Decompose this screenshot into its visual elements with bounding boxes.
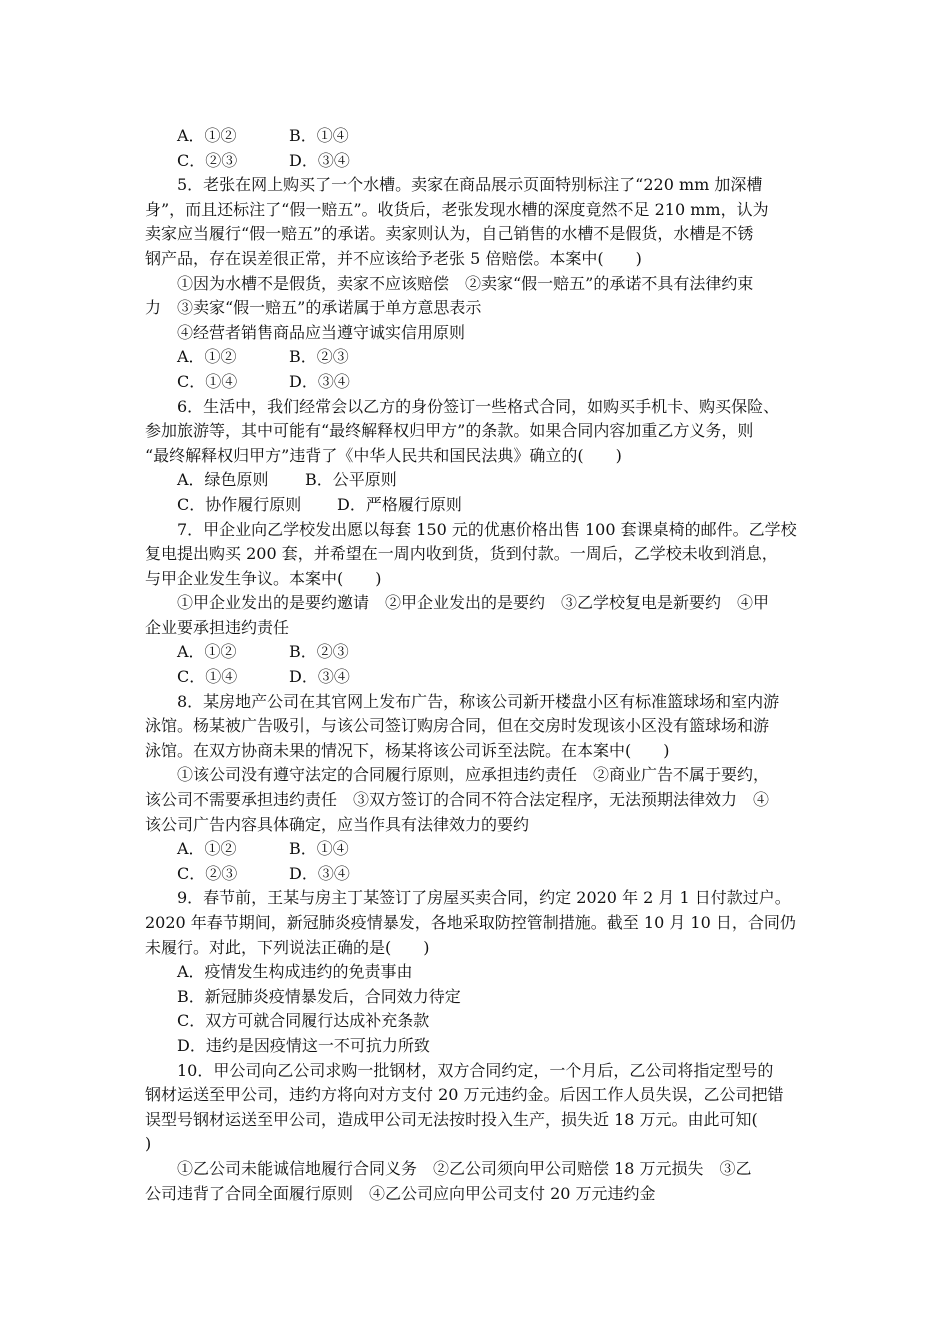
question-9	[145, 886, 807, 1058]
q7-statement-line: ①甲企业发出的是要约邀请 ②甲企业发出的是要约 ③乙学校复电是新要约 ④甲	[177, 593, 770, 613]
q4-options-row-2	[145, 149, 807, 174]
q9-stem-line: 9．春节前，王某与房主丁某签订了房屋买卖合同，约定 2020 年 2 月 1 日付款过户。	[177, 888, 791, 908]
q8-options-row-2	[145, 862, 807, 887]
q10-stem-line: 10．甲公司向乙公司求购一批钢材，双方合同约定，一个月后，乙公司将指定型号的	[177, 1060, 774, 1080]
q9-stem-line: 未履行。对此，下列说法正确的是( )	[145, 937, 430, 957]
question-5	[145, 173, 807, 394]
q8-stem-line: 8．某房地产公司在其官网上发布广告，称该公司新开楼盘小区有标准篮球场和室内游	[177, 691, 780, 711]
q5-stem-line: 身”，而且还标注了“假一赔五”。收货后，老张发现水槽的深度竟然不足 210 mm，认为	[145, 199, 769, 219]
q8-stem-line: 泳馆。杨某被广告吸引，与该公司签订购房合同，但在交房时发现该小区没有篮球场和游	[145, 716, 770, 736]
q6-stem-line: “最终解释权归甲方”违背了《中华人民共和国民法典》确立的( )	[145, 445, 622, 465]
q8-option-b: B．①④	[289, 839, 349, 859]
q6-stem-line: 6．生活中，我们经常会以乙方的身份签订一些格式合同，如购买手机卡、购买保险、	[177, 396, 780, 416]
q7-options-row-1	[145, 640, 807, 665]
q8-option-a: A．①②	[177, 839, 237, 859]
q4-option-a: A．①②	[177, 126, 237, 145]
q5-option-a: A．①②	[177, 347, 237, 367]
question-6	[145, 395, 807, 518]
q8-option-c: C．②③	[177, 863, 238, 883]
q7-options-row-2	[145, 665, 807, 690]
q6-option-d: D．严格履行原则	[337, 494, 462, 514]
q7-stem-line: 与甲企业发生争议。本案中( )	[145, 568, 382, 588]
question-7	[145, 518, 807, 690]
q8-options-row-1	[145, 837, 807, 862]
q5-options-row-1	[145, 345, 807, 370]
q10-stem-line: 误型号钢材运送至甲公司，造成甲公司无法按时投入生产，损失近 18 万元。由此可知(	[145, 1109, 758, 1129]
q5-option-b: B．②③	[289, 347, 349, 367]
q5-options-row-2	[145, 370, 807, 395]
q5-stem-line: 钢产品，存在误差很正常，并不应该给予老张 5 倍赔偿。本案中( )	[145, 248, 642, 268]
q8-stem-line: 泳馆。在双方协商未果的情况下，杨某将该公司诉至法院。在本案中( )	[145, 740, 670, 760]
q5-statement-line: 力 ③卖家“假一赔五”的承诺属于单方意思表示	[145, 298, 482, 318]
q5-option-d: D．③④	[289, 371, 350, 391]
q7-option-b: B．②③	[289, 642, 349, 662]
q6-options-row-2	[145, 493, 807, 518]
q6-option-b: B．公平原则	[305, 470, 397, 490]
q6-options-row-1	[145, 468, 807, 493]
q10-statement-line: ①乙公司未能诚信地履行合同义务 ②乙公司须向甲公司赔偿 18 万元损失 ③乙	[177, 1158, 752, 1178]
q5-stem-line: 5．老张在网上购买了一个水槽。卖家在商品展示页面特别标注了“220 mm 加深槽	[177, 175, 763, 195]
q6-option-c: C．协作履行原则	[177, 494, 302, 514]
q10-statement-line: 公司违背了合同全面履行原则 ④乙公司应向甲公司支付 20 万元违约金	[145, 1183, 656, 1203]
q8-option-d: D．③④	[289, 863, 350, 883]
q9-option-c: C．双方可就合同履行达成补充条款	[177, 1011, 430, 1031]
q8-statement-line: ①该公司没有遵守法定的合同履行原则，应承担违约责任 ②商业广告不属于要约，	[177, 765, 770, 785]
q8-statement-line: 该公司不需要承担违约责任 ③双方签订的合同不符合法定程序，无法预期法律效力 ④	[145, 790, 770, 810]
q5-statement-line: ①因为水槽不是假货，卖家不应该赔偿 ②卖家“假一赔五”的承诺不具有法律约束	[177, 273, 754, 293]
document-page	[145, 124, 807, 1206]
question-8	[145, 690, 807, 887]
q4-option-c: C．②③	[177, 150, 238, 170]
q7-option-a: A．①②	[177, 642, 237, 662]
q5-stem-line: 卖家应当履行“假一赔五”的承诺。卖家则认为，自己销售的水槽不是假货，水槽是不锈	[145, 224, 754, 244]
q8-statement-line: 该公司广告内容具体确定，应当作具有法律效力的要约	[145, 814, 530, 834]
q7-option-c: C．①④	[177, 667, 238, 687]
q7-option-d: D．③④	[289, 667, 350, 687]
q10-stem-line: )	[145, 1134, 152, 1154]
q5-option-c: C．①④	[177, 371, 238, 391]
q9-option-b: B．新冠肺炎疫情暴发后，合同效力待定	[177, 986, 461, 1006]
q10-stem-line: 钢材运送至甲公司，违约方将向对方支付 20 万元违约金。后因工作人员失误，乙公司把错	[145, 1085, 784, 1105]
q7-stem-line: 复电提出购买 200 套，并希望在一周内收到货，货到付款。一周后，乙学校未收到消息，	[145, 544, 778, 564]
q9-option-a: A．疫情发生构成违约的免责事由	[177, 962, 413, 982]
q9-stem-line: 2020 年春节期间，新冠肺炎疫情暴发，各地采取防控管制措施。截至 10 月 10 日，合同仍	[145, 913, 796, 932]
q9-option-d: D．违约是因疫情这一不可抗力所致	[177, 1035, 430, 1055]
q7-statement-line: 企业要承担违约责任	[145, 617, 290, 637]
q4-options-row-1	[145, 124, 807, 149]
q6-option-a: A．绿色原则	[177, 470, 269, 490]
question-10	[145, 1059, 807, 1207]
q7-stem-line: 7．甲企业向乙学校发出愿以每套 150 元的优惠价格出售 100 套课桌椅的邮件。乙学校	[177, 519, 797, 539]
q6-stem-line: 参加旅游等，其中可能有“最终解释权归甲方”的条款。如果合同内容加重乙方义务，则	[145, 421, 754, 441]
q4-option-d: D．③④	[289, 150, 350, 170]
q5-statement-line: ④经营者销售商品应当遵守诚实信用原则	[177, 322, 466, 342]
q4-option-b: B．①④	[289, 126, 349, 145]
